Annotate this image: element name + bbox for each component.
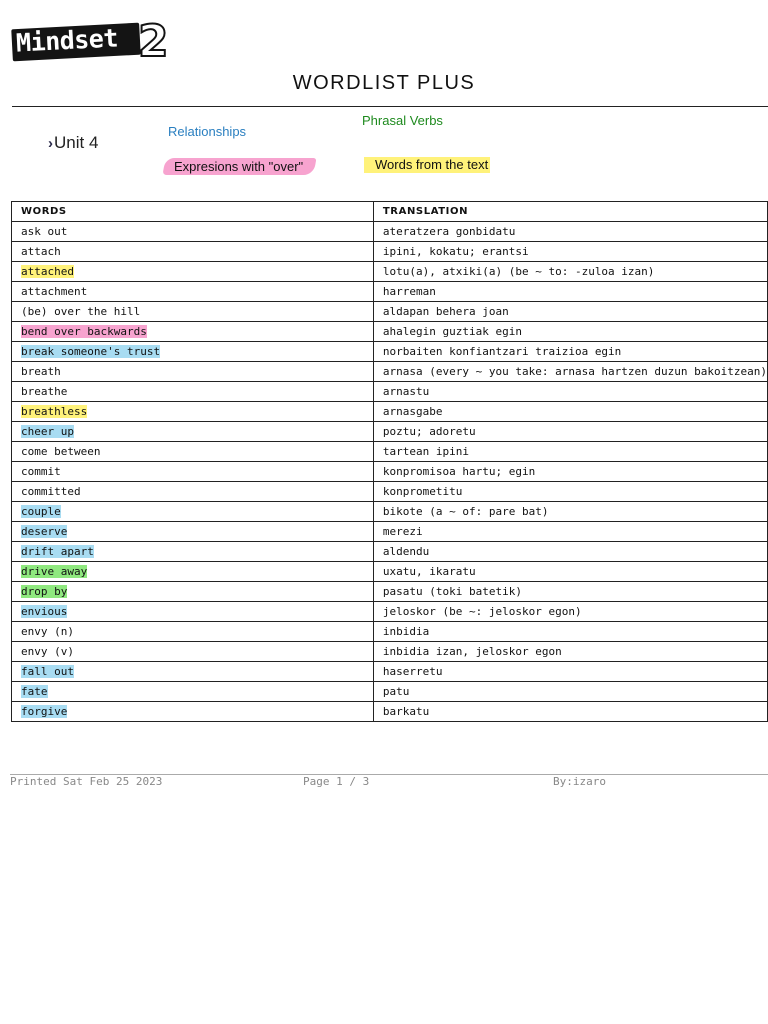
word-text: deserve <box>21 525 68 538</box>
table-row <box>12 702 768 722</box>
wordlist-table <box>11 201 768 722</box>
word-cell <box>12 542 374 562</box>
word-cell <box>12 502 374 522</box>
translation-cell: konpromisoa hartu; egin <box>373 462 767 482</box>
unit-label <box>48 133 98 153</box>
translation-cell: arnastu <box>373 382 767 402</box>
word-cell <box>12 302 374 322</box>
translation-cell: harreman <box>373 282 767 302</box>
word-text: forgive <box>21 705 68 718</box>
table-row <box>12 482 768 502</box>
word-text: breathless <box>21 405 88 418</box>
table-row <box>12 562 768 582</box>
logo-number: 2 <box>138 16 169 67</box>
mindset-logo <box>12 16 169 67</box>
word-cell <box>12 422 374 442</box>
translation-cell: poztu; adoretu <box>373 422 767 442</box>
table-row <box>12 662 768 682</box>
unit-text: Unit 4 <box>54 133 99 152</box>
header-translation: TRANSLATION <box>373 202 767 222</box>
translation-cell: konprometitu <box>373 482 767 502</box>
word-cell <box>12 262 374 282</box>
table-row <box>12 242 768 262</box>
table-row <box>12 402 768 422</box>
translation-cell: pasatu (toki batetik) <box>373 582 767 602</box>
word-text: attachment <box>21 285 88 298</box>
table-row <box>12 322 768 342</box>
word-cell <box>12 282 374 302</box>
footer-printed-date: Printed Sat Feb 25 2023 <box>10 775 163 788</box>
table-row <box>12 602 768 622</box>
word-text: attached <box>21 265 74 278</box>
word-cell <box>12 662 374 682</box>
translation-cell: jeloskor (be ~: jeloskor egon) <box>373 602 767 622</box>
table-row <box>12 342 768 362</box>
table-row <box>12 682 768 702</box>
legend-phrasal-verbs: Phrasal Verbs <box>362 113 443 128</box>
word-cell <box>12 482 374 502</box>
logo-text: Mindset <box>15 23 119 58</box>
translation-cell: lotu(a), atxiki(a) (be ~ to: -zuloa izan) <box>373 262 767 282</box>
translation-cell: merezi <box>373 522 767 542</box>
word-cell <box>12 622 374 642</box>
translation-cell: aldapan behera joan <box>373 302 767 322</box>
table-row <box>12 382 768 402</box>
translation-cell: arnasa (every ~ you take: arnasa hartzen duzun bakoitzean) <box>373 362 767 382</box>
word-text: come between <box>21 445 101 458</box>
translation-cell: haserretu <box>373 662 767 682</box>
table-row <box>12 302 768 322</box>
title-divider <box>12 106 768 107</box>
word-cell <box>12 522 374 542</box>
word-text: couple <box>21 505 61 518</box>
word-text: drop by <box>21 585 68 598</box>
translation-cell: patu <box>373 682 767 702</box>
translation-cell: uxatu, ikaratu <box>373 562 767 582</box>
word-text: break someone's trust <box>21 345 161 358</box>
word-text: envy (n) <box>21 625 74 638</box>
table-row <box>12 422 768 442</box>
legend-expressions-over-label: Expresions with "over" <box>174 159 304 174</box>
word-cell <box>12 362 374 382</box>
footer-author: By:izaro <box>553 775 606 788</box>
table-row <box>12 522 768 542</box>
legend-words-from-text: Words from the text <box>364 157 490 173</box>
word-cell <box>12 582 374 602</box>
translation-cell: inbidia izan, jeloskor egon <box>373 642 767 662</box>
translation-cell: tartean ipini <box>373 442 767 462</box>
page-title: WORDLIST PLUS <box>292 72 476 94</box>
word-text: envious <box>21 605 68 618</box>
word-cell <box>12 342 374 362</box>
chevron-right-icon: › <box>48 135 53 152</box>
word-cell <box>12 682 374 702</box>
word-cell <box>12 442 374 462</box>
word-text: (be) over the hill <box>21 305 141 318</box>
table-row <box>12 582 768 602</box>
word-cell <box>12 322 374 342</box>
word-text: drive away <box>21 565 88 578</box>
translation-cell: arnasgabe <box>373 402 767 422</box>
table-row <box>12 442 768 462</box>
table-row <box>12 362 768 382</box>
word-cell <box>12 382 374 402</box>
table-row <box>12 262 768 282</box>
translation-cell: inbidia <box>373 622 767 642</box>
table-row <box>12 502 768 522</box>
translation-cell: barkatu <box>373 702 767 722</box>
word-text: attach <box>21 245 61 258</box>
table-row <box>12 282 768 302</box>
word-cell <box>12 602 374 622</box>
header-words: WORDS <box>12 202 374 222</box>
word-cell <box>12 222 374 242</box>
table-row <box>12 622 768 642</box>
word-text: breathe <box>21 385 68 398</box>
word-cell <box>12 402 374 422</box>
translation-cell: aldendu <box>373 542 767 562</box>
word-text: commit <box>21 465 61 478</box>
translation-cell: bikote (a ~ of: pare bat) <box>373 502 767 522</box>
legend-relationships: Relationships <box>168 124 247 139</box>
table-row <box>12 542 768 562</box>
word-text: bend over backwards <box>21 325 147 338</box>
table-row <box>12 222 768 242</box>
translation-cell: ateratzera gonbidatu <box>373 222 767 242</box>
word-text: cheer up <box>21 425 74 438</box>
word-cell <box>12 242 374 262</box>
word-text: committed <box>21 485 81 498</box>
word-cell <box>12 702 374 722</box>
word-text: envy (v) <box>21 645 74 658</box>
legend-expressions-over <box>163 158 317 175</box>
table-row <box>12 462 768 482</box>
word-text: fate <box>21 685 48 698</box>
word-cell <box>12 642 374 662</box>
word-cell <box>12 562 374 582</box>
word-text: ask out <box>21 225 68 238</box>
footer-page-number: Page 1 / 3 <box>303 775 370 788</box>
translation-cell: ipini, kokatu; erantsi <box>373 242 767 262</box>
word-cell <box>12 462 374 482</box>
word-text: breath <box>21 365 61 378</box>
word-text: drift apart <box>21 545 94 558</box>
translation-cell: norbaiten konfiantzari traizioa egin <box>373 342 767 362</box>
word-text: fall out <box>21 665 74 678</box>
table-row <box>12 642 768 662</box>
table-header-row <box>12 202 768 222</box>
translation-cell: ahalegin guztiak egin <box>373 322 767 342</box>
